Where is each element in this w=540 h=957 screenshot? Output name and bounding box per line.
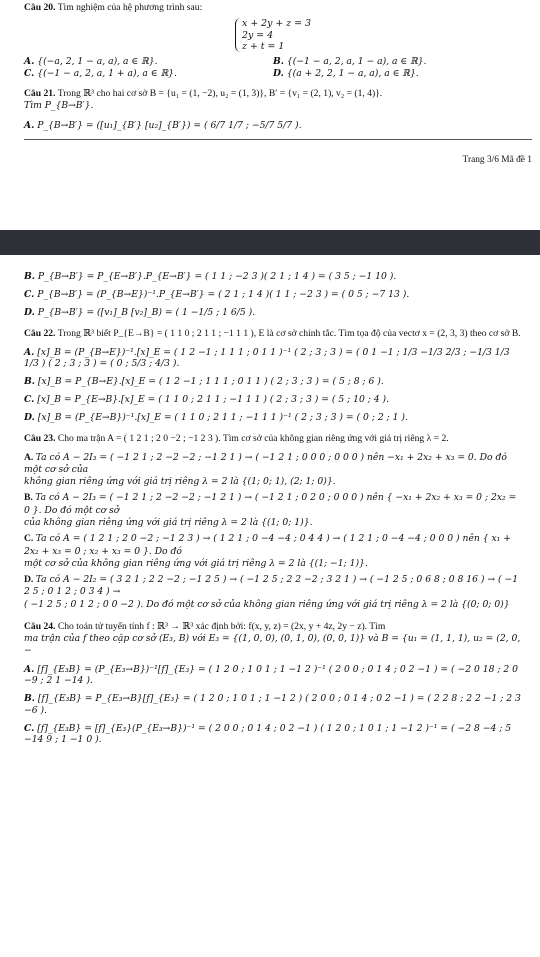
question-22 (24, 328, 522, 340)
option-c[interactable]: C. [x]_B = P_{E→B}.[x]_E = ( 1 1 0 ; 2 1 1 ; −1 1 1 ) ( 2 ; 3 ; 3 ) = ( 5 ; 10 ; 4 ). (24, 393, 390, 405)
option-b[interactable]: B. [x]_B = P_{B→E}.[x]_E = ( 1 2 −1 ; 1 1 1 ; 0 1 1 ) ( 2 ; 3 ; 3 ) = ( 5 ; 8 ; 6 ). (24, 376, 384, 388)
page-top (0, 0, 540, 230)
option-a[interactable]: A. {(−a, 2, 1 − a, a), a ∈ ℝ}. (24, 56, 158, 68)
question-text: Tìm nghiệm của hệ phương trình sau: (57, 2, 203, 13)
option-a[interactable]: A. [f]_{E₃B} = (P_{E₃→B})⁻¹[f]_{E₃} = ( 1 2 0 ; 1 0 1 ; 1 −1 2 )⁻¹ ( 2 0 0 ; 0 1 4 ; 0 2 −1 ) = ( −2 0 18 ; 2 0 −9 ; 2 1 −14 ). (24, 663, 518, 687)
question-number: Câu 21. (24, 87, 56, 99)
option-c[interactable]: C. Ta có A = ( 1 2 1 ; 2 0 −2 ; −1 2 3 ) → ( 1 2 1 ; 0 −4 −4 ; 0 4 4 ) → ( 1 2 1 ; 0 −4 −4 ; 0 0 0 ) nên { x₁ + 2x₂ + x₃ = 0 ; x₂ + x₃ = 0 }. Do đó một cơ sở của không gian riêng ứng với giá trị riêng λ = 2 là {(1; −1; 1)}. (24, 533, 511, 569)
option-c[interactable]: C. {(−1 − a, 2, a, 1 + a), a ∈ ℝ}. (24, 67, 177, 79)
option-c[interactable]: C. P_{B→B′} = (P_{B→E})⁻¹.P_{E→B′} = ( 2 1 ; 1 4 )( 1 1 ; −2 3 ) = ( 0 5 ; −7 13 ). (24, 288, 410, 300)
option-a[interactable]: A. [x]_B = (P_{B→E})⁻¹.[x]_E = ( 1 2 −1 ; 1 1 1 ; 0 1 1 )⁻¹ ( 2 ; 3 ; 3 ) = ( 0 1 −1 ; 1/3 −1/3 2/3 ; −1/3 1/3 1/3 ) ( 2 ; 3 ; 3 ) = ( 0 ; 5/3 ; 4/3 ). (24, 346, 510, 370)
question-text: Trong ℝ³ biết P_{E→B} = ( 1 1 0 ; 2 1 1 ; −1 1 1 ), E là cơ sở chính tắc. Tìm tọa độ của vectơ x = (2, 3, 3) theo cơ sở B. (57, 328, 521, 340)
question-number: Câu 23. (24, 433, 56, 445)
equation-system (24, 18, 522, 52)
option-b[interactable]: B. Ta có A − 2I₃ = ( −1 2 1 ; 2 −2 −2 ; −1 2 1 ) → ( −1 2 1 ; 0 2 0 ; 0 0 0 ) nên { −x₁ + 2x₂ + x₃ = 0 ; 2x₂ = 0 }. Do đó một cơ sở của không gian riêng ứng với giá trị riêng λ = 2 là {(1; 0; 1)}. (24, 492, 517, 528)
question-number: Câu 22. (24, 328, 56, 340)
question-text: Cho toán tử tuyến tính f : ℝ³ → ℝ³ xác định bởi: f(x, y, z) = (2x, y + 4z, 2y − z). Tìm (57, 620, 386, 632)
equation-line: z + t = 1 (242, 40, 285, 52)
equation-line: 2y = 4 (242, 29, 274, 41)
equation-line: x + 2y + z = 3 (242, 18, 311, 30)
page-bottom (0, 255, 540, 746)
question-text: Trong ℝ³ cho hai cơ sở B = {u₁ = (1, −2), u₂ = (1, 3)}, B′ = {v₁ = (2, 1), v₂ = (1, 4)}. (57, 87, 383, 99)
question-20 (24, 2, 522, 14)
question-number: Câu 24. (24, 620, 56, 632)
question-21 (24, 88, 522, 100)
options-row (24, 56, 522, 68)
page-footer: Trang 3/6 Mã đề 1 (462, 155, 532, 166)
option-b[interactable]: B. {(−1 − a, 2, a, 1 − a), a ∈ ℝ}. (273, 56, 427, 68)
option-d[interactable]: D. {(a + 2, 2, 1 − a, a), a ∈ ℝ}. (273, 67, 419, 79)
option-b[interactable]: B. [f]_{E₃B} = P_{E₃→B}[f]_{E₃} = ( 1 2 0 ; 1 0 1 ; 1 −1 2 ) ( 2 0 0 ; 0 1 4 ; 0 2 −1 ) = ( 2 2 8 ; 2 2 −1 ; 2 3 −6 ). (24, 693, 521, 716)
option-c[interactable]: C. [f]_{E₃B} = [f]_{E₃}(P_{E₃→B})⁻¹ = ( 2 0 0 ; 0 1 4 ; 0 2 −1 ) ( 1 2 0 ; 1 0 1 ; 1 −1 2 )⁻¹ = ( −2 8 −4 ; 5 −14 9 ; 1 −1 0 ). (24, 722, 512, 746)
question-24 (24, 621, 522, 658)
divider (24, 139, 532, 140)
question-subtext: Tìm P_{B→B′}. (24, 99, 94, 111)
option-d[interactable]: D. P_{B→B′} = ([v₁]_B [v₂]_B) = ( 1 −1/5 ; 1 6/5 ). (24, 306, 256, 318)
option-d[interactable]: D. [x]_B = (P_{E→B})⁻¹.[x]_E = ( 1 1 0 ; 2 1 1 ; −1 1 1 )⁻¹ ( 2 ; 3 ; 3 ) = ( 0 ; 2 ; 1 ). (24, 411, 408, 423)
question-23 (24, 433, 522, 445)
options-row (24, 68, 522, 80)
page-separator (0, 230, 540, 255)
question-text: Cho ma trận A = ( 1 2 1 ; 2 0 −2 ; −1 2 3 ). Tìm cơ sở của không gian riêng ứng với giá trị riêng λ = 2. (57, 433, 449, 445)
option-a[interactable]: A. Ta có A − 2I₃ = ( −1 2 1 ; 2 −2 −2 ; −1 2 1 ) → ( −1 2 1 ; 0 0 0 ; 0 0 0 ) nên −x₁ + 2x₂ + x₃ = 0. Do đó một cơ sở của không gian riêng ứng với giá trị riêng λ = 2 là {(1; 0; 1), (2; 1; 0)}. (24, 451, 507, 488)
question-text-cont: ma trận của f theo cặp cơ sở (E₃, B) với E₃ = {(1, 0, 0), (0, 1, 0), (0, 0, 1)} và B = {u₁ = (1, 1, 1), u₂ = (2, 0, − (24, 633, 521, 657)
option-b[interactable]: B. P_{B→B′} = P_{E→B′}.P_{E→B′} = ( 1 1 ; −2 3 )( 2 1 ; 1 4 ) = ( 3 5 ; −1 10 ). (24, 271, 397, 282)
option-a[interactable]: A. P_{B→B′} = ([u₁]_{B′} [u₂]_{B′}) = ( 6/7 1/7 ; −5/7 5/7 ). (24, 119, 302, 131)
question-number: Câu 20. (24, 2, 56, 13)
option-d[interactable]: D. Ta có A − 2I₂ = ( 3 2 1 ; 2 2 −2 ; −1 2 5 ) → ( −1 2 5 ; 2 2 −2 ; 3 2 1 ) → ( −1 2 5 ; 0 6 8 ; 0 8 16 ) → ( −1 2 5 ; 0 1 2 ; 0 3 4 ) → ( −1 2 5 ; 0 1 2 ; 0 0 −2 ). Do đó một cơ sở của không gian riêng ứng với giá trị riêng λ = 2 là {(0; 0; 0)} (24, 574, 519, 610)
